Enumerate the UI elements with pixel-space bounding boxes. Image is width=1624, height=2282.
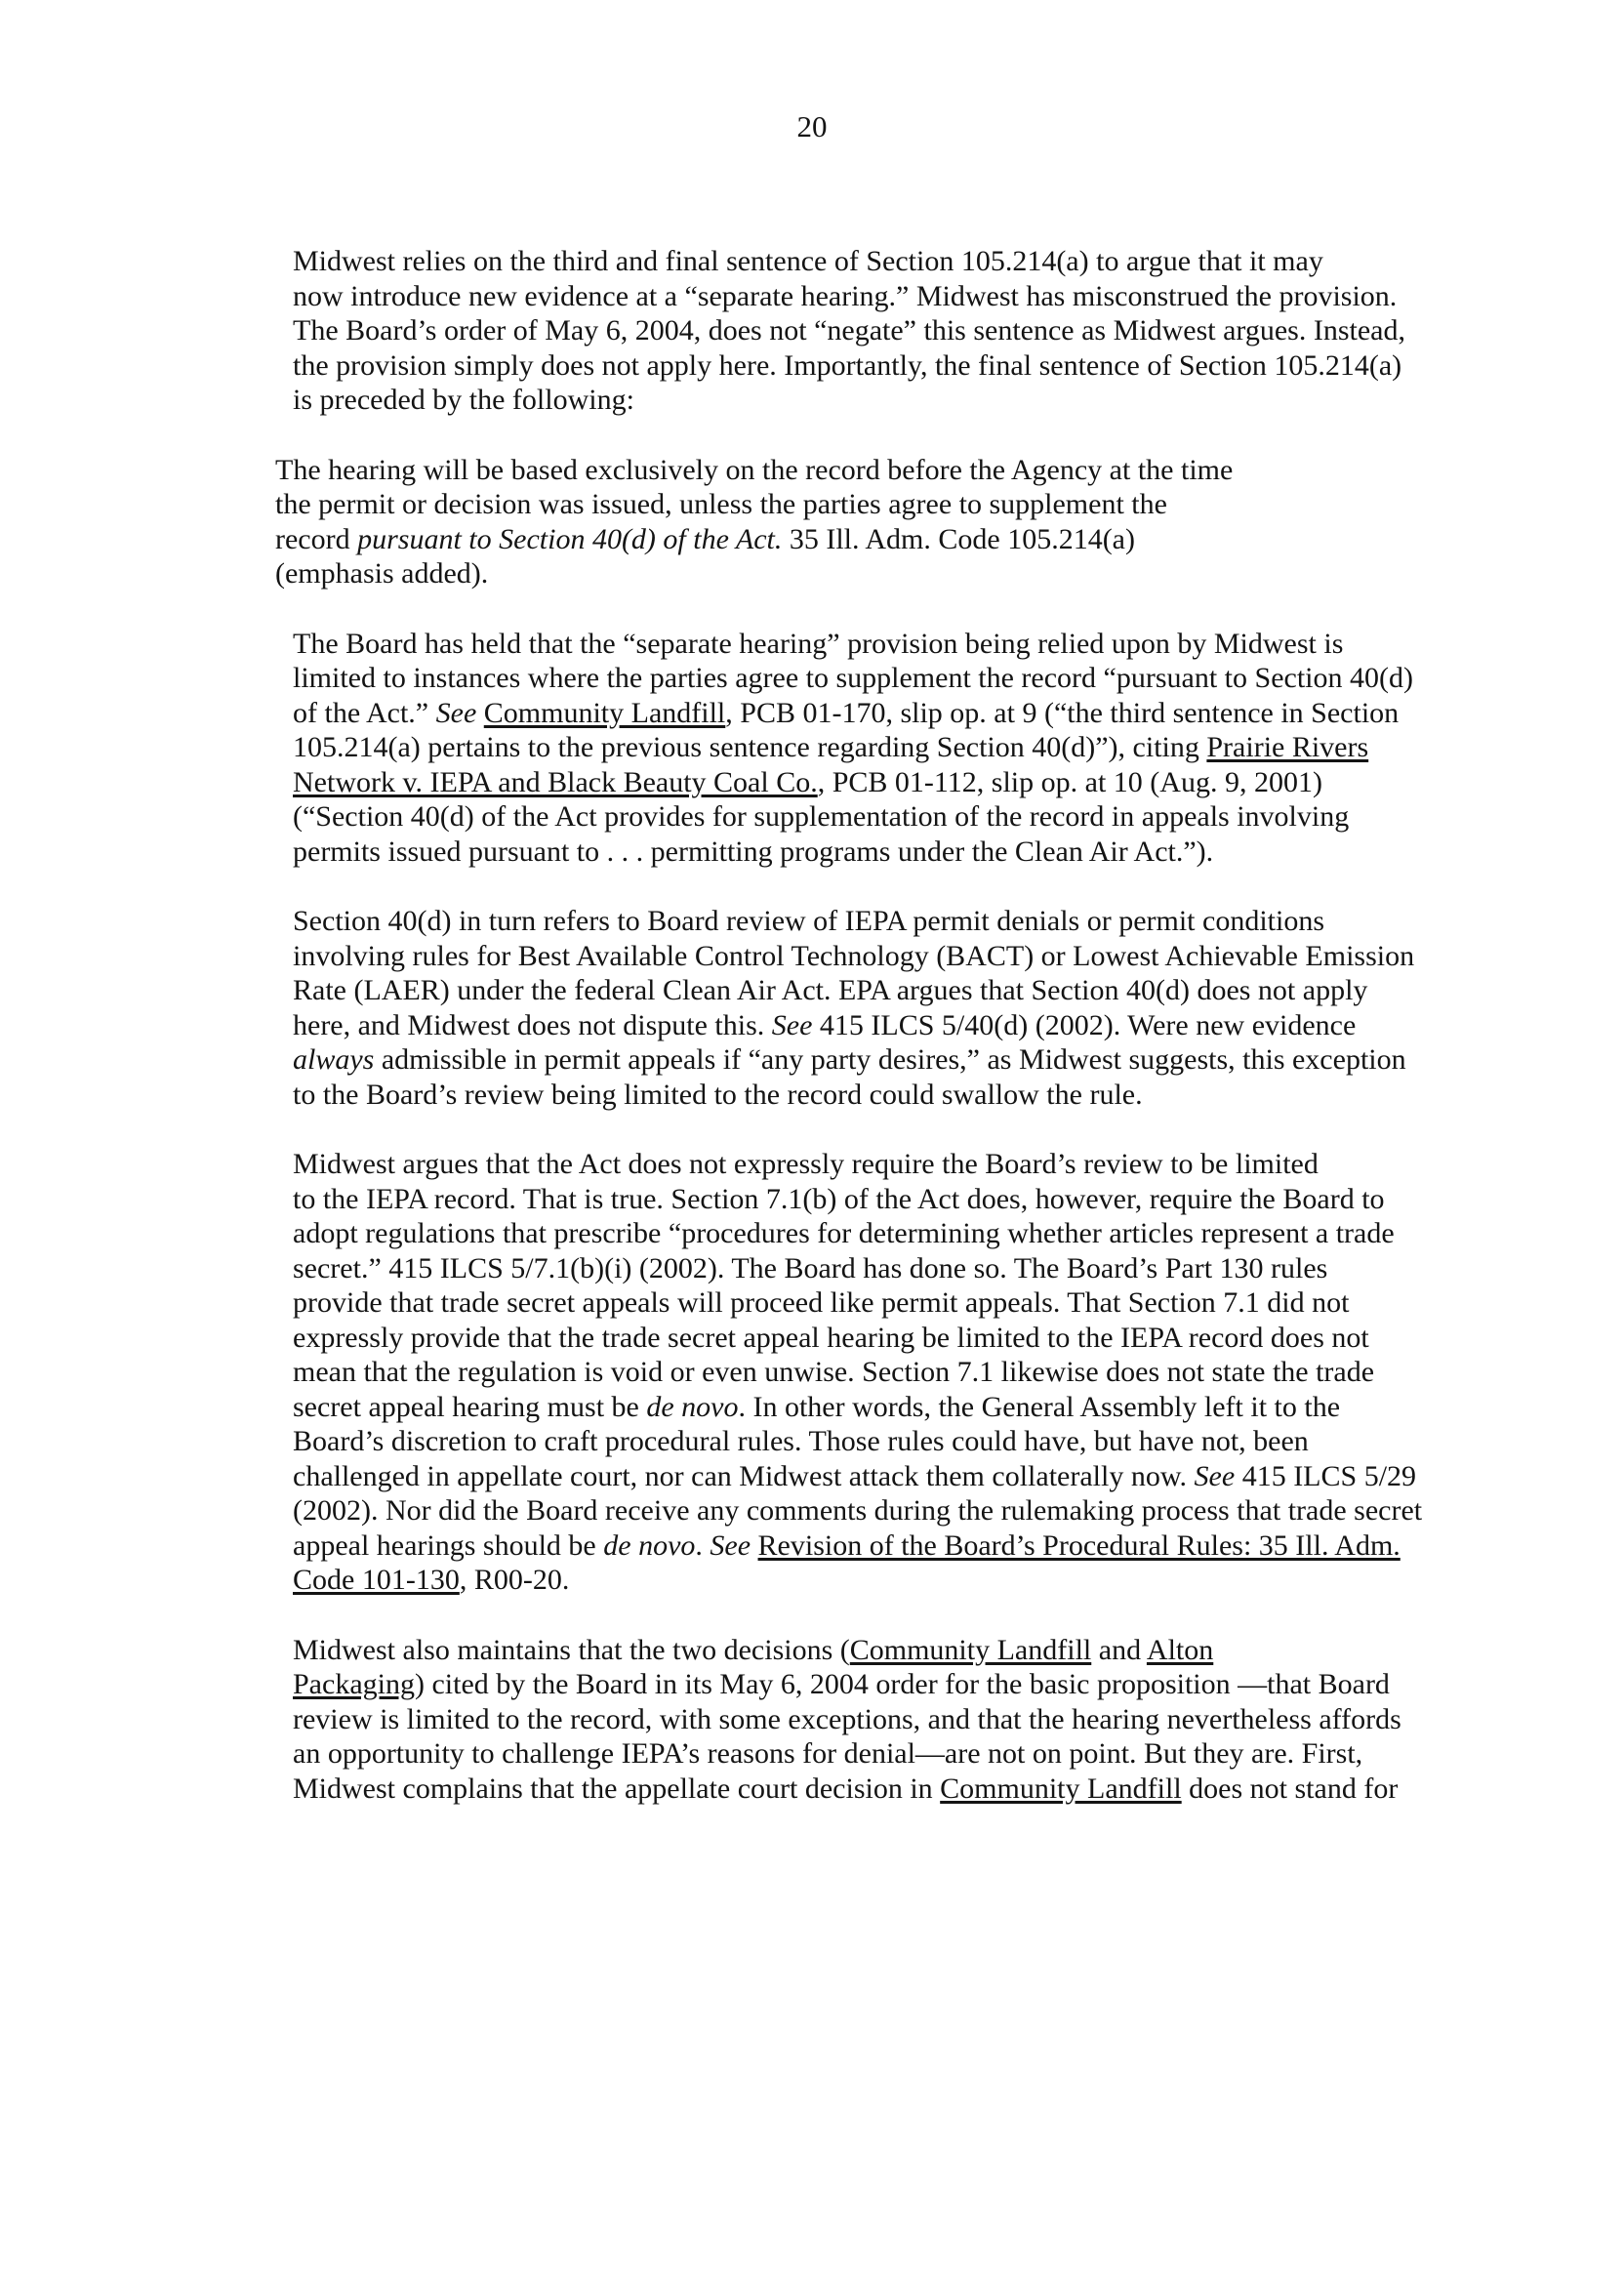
- text-run: and: [1091, 1633, 1147, 1666]
- text-run: Midwest complains that the appellate court decision in: [293, 1772, 941, 1805]
- text-line: The Board’s order of May 6, 2004, does not “negate” this sentence as Midwest argues. Instead,: [293, 314, 1405, 346]
- text-run: secret appeal hearing must be: [293, 1390, 647, 1423]
- text-line: [195, 696, 1474, 731]
- text-run: Midwest also maintains that the two decisions (: [293, 1633, 850, 1666]
- signal-word: See: [771, 1008, 813, 1041]
- text-line: Midwest relies on the third and final sentence of Section 105.214(a) to argue that it may: [293, 245, 1323, 277]
- paragraph-3: [195, 904, 1474, 1112]
- text-line: limited to instances where the parties agree to supplement the record “pursuant to Section 40(d): [293, 662, 1413, 694]
- case-citation: Revision of the Board’s Procedural Rules: 35 Ill. Adm.: [757, 1528, 1401, 1562]
- emphasized-text: de novo: [646, 1390, 739, 1423]
- text-run: 105.214(a) pertains to the previous sentence regarding Section 40(d)”), citing: [293, 731, 1207, 763]
- text-line: review is limited to the record, with some exceptions, and that the hearing nevertheless affords: [293, 1702, 1401, 1735]
- case-citation: Prairie Rivers: [1206, 731, 1369, 763]
- text-run: [751, 1529, 758, 1562]
- case-citation: Community Landfill: [849, 1633, 1092, 1666]
- block-quote: [195, 453, 1280, 591]
- text-line: [195, 730, 1474, 765]
- text-run: of the Act.”: [293, 696, 436, 729]
- text-line: secret.” 415 ILCS 5/7.1(b)(i) (2002). The Board has done so. The Board’s Part 130 rules: [293, 1251, 1328, 1284]
- text-line: to the IEPA record. That is true. Section 7.1(b) of the Act does, however, require the Board to: [293, 1182, 1385, 1215]
- text-line: [275, 522, 1280, 557]
- text-line: [195, 1459, 1474, 1494]
- text-run: 35 Ill. Adm. Code 105.214(a): [782, 522, 1135, 555]
- text-line: involving rules for Best Available Control Technology (BACT) or Lowest Achievable Emission: [293, 939, 1415, 972]
- document-body: [195, 244, 1474, 1806]
- text-run: challenged in appellate court, nor can Midwest attack them collaterally now.: [293, 1459, 1195, 1492]
- case-citation: Community Landfill: [483, 696, 726, 729]
- text-line: [195, 1772, 1474, 1807]
- text-line: Midwest argues that the Act does not expressly require the Board’s review to be limited: [293, 1148, 1319, 1180]
- text-line: Board’s discretion to craft procedural rules. Those rules could have, but have not, been: [293, 1425, 1309, 1457]
- text-line: [195, 765, 1474, 800]
- signal-word: See: [435, 696, 477, 729]
- text-line: Section 40(d) in turn refers to Board review of IEPA permit denials or permit conditions: [293, 905, 1325, 937]
- text-run: here, and Midwest does not dispute this.: [293, 1008, 772, 1041]
- text-line: adopt regulations that prescribe “procedures for determining whether articles represent a trade: [293, 1217, 1395, 1249]
- page-number: 20: [796, 109, 828, 143]
- text-run: 415 ILCS 5/29: [1235, 1459, 1417, 1492]
- paragraph-4: [195, 1147, 1474, 1598]
- paragraph-2: [195, 627, 1474, 870]
- emphasized-text: de novo: [603, 1528, 696, 1562]
- text-run: , R00-20.: [459, 1564, 570, 1596]
- case-citation: Network v. IEPA and Black Beauty Coal Co.: [293, 765, 818, 798]
- text-line: (emphasis added).: [275, 557, 489, 590]
- text-run: . In other words, the General Assembly left it to the: [738, 1390, 1341, 1423]
- text-line: mean that the regulation is void or even unwise. Section 7.1 likewise does not state the trade: [293, 1356, 1375, 1388]
- text-line: expressly provide that the trade secret appeal hearing be limited to the IEPA record does not: [293, 1321, 1369, 1354]
- text-line: [195, 1667, 1474, 1702]
- text-line: The hearing will be based exclusively on the record before the Agency at the time: [275, 453, 1234, 486]
- text-run: .: [695, 1528, 710, 1562]
- text-line: [195, 1042, 1474, 1078]
- text-line: The Board has held that the “separate hearing” provision being relied upon by Midwest is: [293, 627, 1344, 660]
- text-line: [195, 1563, 1474, 1598]
- paragraph-5: [195, 1633, 1474, 1807]
- text-line: [195, 1633, 1474, 1668]
- case-citation: Community Landfill: [940, 1772, 1182, 1805]
- text-line: provide that trade secret appeals will proceed like permit appeals. That Section 7.1 did not: [293, 1286, 1350, 1319]
- text-run: ) cited by the Board in its May 6, 2004 order for the basic proposition —that Board: [414, 1668, 1390, 1700]
- emphasized-text: pursuant to Section 40(d) of the Act.: [357, 522, 783, 555]
- signal-word: See: [710, 1528, 751, 1562]
- case-citation: Alton: [1146, 1633, 1214, 1666]
- text-line: the provision simply does not apply here. Importantly, the final sentence of Section 105.214(a): [293, 348, 1402, 382]
- text-line: now introduce new evidence at a “separate hearing.” Midwest has misconstrued the provision.: [293, 279, 1398, 312]
- text-run: 415 ILCS 5/40(d) (2002). Were new evidence: [812, 1008, 1357, 1041]
- paragraph-1: [195, 244, 1474, 418]
- text-run: record: [275, 522, 358, 555]
- emphasized-text: always: [293, 1043, 375, 1076]
- text-line: [195, 1390, 1474, 1425]
- text-run: , PCB 01-112, slip op. at 10 (Aug. 9, 2001): [817, 765, 1322, 798]
- text-run: does not stand for: [1181, 1772, 1399, 1805]
- text-line: Rate (LAER) under the federal Clean Air Act. EPA argues that Section 40(d) does not apply: [293, 974, 1368, 1006]
- text-run: admissible in permit appeals if “any party desires,” as Midwest suggests, this exception: [374, 1043, 1406, 1076]
- signal-word: See: [1194, 1459, 1236, 1492]
- case-citation: Packaging: [293, 1668, 415, 1700]
- text-run: [476, 697, 484, 729]
- text-line: (2002). Nor did the Board receive any comments during the rulemaking process that trade secret: [293, 1494, 1423, 1527]
- text-line: [195, 1008, 1474, 1043]
- text-line: an opportunity to challenge IEPA’s reasons for denial—are not on point. But they are. First,: [293, 1737, 1363, 1770]
- text-run: appeal hearings should be: [293, 1528, 604, 1562]
- text-line: permits issued pursuant to . . . permitting programs under the Clean Air Act.”).: [293, 835, 1214, 868]
- text-line: the permit or decision was issued, unless the parties agree to supplement the: [275, 488, 1167, 520]
- text-line: [195, 1528, 1474, 1564]
- text-line: is preceded by the following:: [293, 384, 634, 416]
- text-run: , PCB 01-170, slip op. at 9 (“the third sentence in Section: [725, 696, 1400, 729]
- text-line: to the Board’s review being limited to the record could swallow the rule.: [293, 1078, 1143, 1111]
- text-line: (“Section 40(d) of the Act provides for supplementation of the record in appeals involving: [293, 800, 1350, 833]
- case-citation: Code 101-130: [293, 1564, 460, 1596]
